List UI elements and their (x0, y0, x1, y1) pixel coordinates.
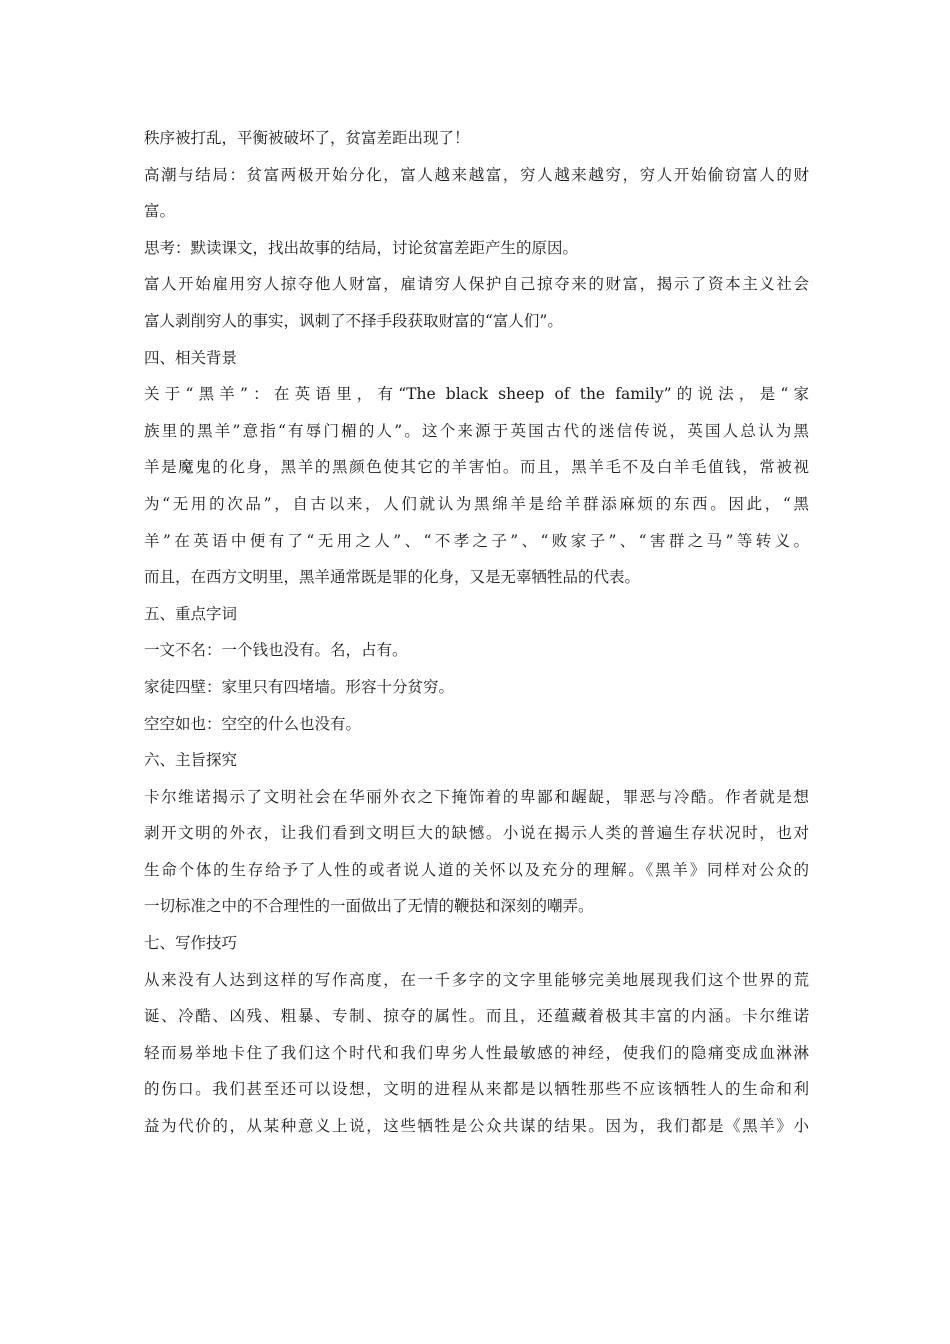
text-line: 族里的黑羊”意指“有辱门楣的人”。这个来源于英国古代的迷信传说，英国人总认为黑 (144, 421, 809, 440)
text-line: 羊是魔鬼的化身，黑羊的黑颜色使其它的羊害怕。而且，黑羊毛不及白羊毛值钱，常被视 (144, 458, 809, 477)
text-line: 富人剥削穷人的事实，讽刺了不择手段获取财富的“富人们”。 (144, 311, 563, 330)
text-line: 而且，在西方文明里，黑羊通常既是罪的化身，又是无辜牺牲品的代表。 (144, 568, 641, 587)
section-heading-theme: 六、主旨探究 (144, 751, 238, 770)
text-line: 富。 (144, 202, 176, 221)
vocab-item: 家徒四壁：家里只有四堵墙。形容十分贫穷。 (144, 677, 455, 696)
text-line: 高潮与结局：贫富两极开始分化，富人越来越富，穷人越来越穷，穷人开始偷窃富人的财 (144, 165, 809, 184)
text-line: 秩序被打乱，平衡被破坏了，贫富差距出现了！ (144, 129, 470, 147)
section-heading-key-words: 五、重点字词 (144, 604, 238, 623)
text-line: 轻而易举地卡住了我们这个时代和我们卑劣人性最敏感的神经，使我们的隐痛变成血淋淋 (144, 1043, 809, 1062)
document-body (144, 120, 809, 1145)
text-line: 富人开始雇用穷人掠夺他人财富，雇请穷人保护自己掠夺来的财富，揭示了资本主义社会 (144, 275, 809, 294)
vocab-item: 一文不名：一个钱也没有。名，占有。 (144, 641, 408, 660)
text-line: 思考：默读课文，找出故事的结局，讨论贫富差距产生的原因。 (144, 238, 579, 257)
text-line: 剥开文明的外衣，让我们看到文明巨大的缺憾。小说在揭示人类的普遍生存状况时，也对 (144, 824, 809, 843)
text-line: 为“无用的次品”，自古以来，人们就认为黑绵羊是给羊群添麻烦的东西。因此，“黑 (144, 494, 809, 513)
text-line: 关于“黑羊”：在英语里，有“The black sheep of the family”的说法，是“家 (144, 385, 809, 404)
vocab-item: 空空如也：空空的什么也没有。 (144, 714, 362, 733)
text-line: 卡尔维诺揭示了文明社会在华丽外衣之下掩饰着的卑鄙和龌龊，罪恶与冷酷。作者就是想 (144, 787, 809, 806)
text-line: 一切标准之中的不合理性的一面做出了无情的鞭挞和深刻的嘲弄。 (144, 897, 594, 916)
section-heading-writing-skills: 七、写作技巧 (144, 934, 238, 953)
text-line: 生命个体的生存给予了人性的或者说人道的关怀以及充分的理解。《黑羊》同样对公众的 (144, 860, 809, 879)
text-line: 羊”在英语中便有了“无用之人”、“不孝之子”、“败家子”、“害群之马”等转义。 (144, 531, 809, 550)
text-line: 诞、冷酷、凶残、粗暴、专制、掠夺的属性。而且，还蕴藏着极其丰富的内涵。卡尔维诺 (144, 1007, 809, 1026)
text-line: 益为代价的，从某种意义上说，这些牺牲是公众共谋的结果。因为，我们都是《黑羊》小 (144, 1117, 809, 1136)
section-heading-background: 四、相关背景 (144, 348, 238, 367)
text-line: 从来没有人达到这样的写作高度，在一千多字的文字里能够完美地展现我们这个世界的荒 (144, 970, 809, 989)
text-line: 的伤口。我们甚至还可以设想，文明的进程从来都是以牺牲那些不应该牺牲人的生命和利 (144, 1080, 809, 1099)
